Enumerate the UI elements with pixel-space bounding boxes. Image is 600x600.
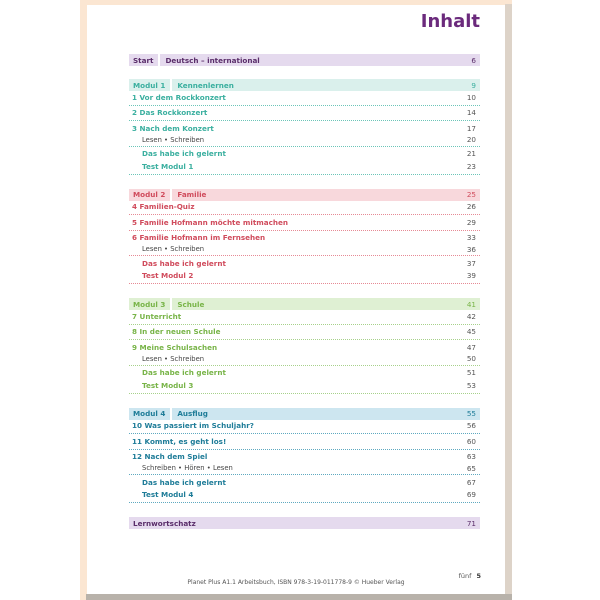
review-title: Das habe ich gelernt xyxy=(142,477,226,487)
lesson-title: 7 Unterricht xyxy=(132,311,182,321)
page-number: 9 xyxy=(471,80,476,90)
lesson-entry[interactable] xyxy=(129,420,480,433)
lesson-subentry[interactable] xyxy=(129,463,480,473)
review-title: Das habe ich gelernt xyxy=(142,149,226,159)
lesson-entry[interactable] xyxy=(129,216,480,229)
test-title: Test Modul 4 xyxy=(142,490,194,500)
page-number: 17 xyxy=(466,123,476,133)
dotted-divider xyxy=(129,339,480,340)
module-label: Modul 3 xyxy=(129,298,172,310)
dotted-divider xyxy=(129,255,480,256)
lesson-title: 3 Nach dem Konzert xyxy=(132,123,214,133)
page-number: 50 xyxy=(466,354,476,363)
toc-vocabulary-bar[interactable] xyxy=(129,517,480,529)
page-number: 47 xyxy=(466,342,476,352)
toc-start-bar[interactable] xyxy=(129,54,480,66)
lesson-title: 8 In der neuen Schule xyxy=(132,327,221,337)
module-header-bar[interactable] xyxy=(129,408,480,420)
toc-module-3 xyxy=(129,298,480,394)
lesson-title: 10 Was passiert im Schuljahr? xyxy=(132,421,254,431)
module-title: Schule xyxy=(177,299,205,309)
page-number: 23 xyxy=(466,161,476,171)
test-entry[interactable] xyxy=(129,160,480,173)
dotted-divider xyxy=(129,474,480,475)
lesson-entry[interactable] xyxy=(129,341,480,354)
lesson-entry[interactable] xyxy=(129,451,480,464)
module-header-bar[interactable] xyxy=(129,298,480,310)
lesson-title: 9 Meine Schulsachen xyxy=(132,342,218,352)
review-entry[interactable] xyxy=(129,367,480,380)
page-title: Inhalt xyxy=(420,11,480,32)
page-number: 45 xyxy=(466,327,476,337)
page-number: 65 xyxy=(466,463,476,473)
lesson-entry[interactable] xyxy=(129,435,480,448)
review-entry[interactable] xyxy=(129,257,480,270)
dotted-divider xyxy=(129,146,480,147)
table-of-contents xyxy=(129,54,480,529)
dotted-divider xyxy=(129,214,480,215)
page-number: 36 xyxy=(466,244,476,254)
skills-label: Lesen • Schreiben xyxy=(142,354,205,363)
page-number: 69 xyxy=(466,490,476,500)
modules-container xyxy=(129,66,480,503)
dotted-divider xyxy=(129,230,480,231)
test-entry[interactable] xyxy=(129,270,480,283)
module-label: Modul 1 xyxy=(129,79,172,91)
review-title: Das habe ich gelernt xyxy=(142,368,226,378)
test-entry[interactable] xyxy=(129,379,480,392)
lesson-entry[interactable] xyxy=(129,310,480,323)
page-number: 42 xyxy=(466,311,476,321)
dotted-divider xyxy=(129,502,480,503)
module-title: Kennenlernen xyxy=(177,80,234,90)
section-title: Deutsch – international xyxy=(165,55,260,65)
toc-start-section xyxy=(129,54,480,66)
page-shadow xyxy=(86,594,512,600)
page-number: 37 xyxy=(466,258,476,268)
page-number: 14 xyxy=(466,108,476,118)
spacer xyxy=(129,285,480,298)
page-number: 20 xyxy=(466,135,476,144)
section-title: Lernwortschatz xyxy=(133,518,196,528)
lesson-title: 12 Nach dem Spiel xyxy=(132,452,208,462)
spacer xyxy=(129,176,480,189)
module-label: Modul 2 xyxy=(129,189,172,201)
lesson-title: 5 Familie Hofmann möchte mitmachen xyxy=(132,217,288,227)
footer-copyright: Planet Plus A1.1 Arbeitsbuch, ISBN 978-3-19-011778-9 © Hueber Verlag xyxy=(187,579,405,586)
page-number: 53 xyxy=(466,380,476,390)
skills-label: Schreiben • Hören • Lesen xyxy=(142,464,233,472)
lesson-title: 4 Familien-Quiz xyxy=(132,202,195,212)
lesson-entry[interactable] xyxy=(129,232,480,245)
page-number: 21 xyxy=(466,149,476,159)
lesson-title: 11 Kommt, es geht los! xyxy=(132,436,227,446)
dotted-divider xyxy=(129,283,480,284)
dotted-divider xyxy=(129,449,480,450)
page-number: 29 xyxy=(466,217,476,227)
lesson-entry[interactable] xyxy=(129,91,480,104)
module-header-bar[interactable] xyxy=(129,79,480,91)
dotted-divider xyxy=(129,120,480,121)
lesson-title: 6 Familie Hofmann im Fernsehen xyxy=(132,233,266,243)
toc-vocabulary-section xyxy=(129,517,480,529)
test-entry[interactable] xyxy=(129,489,480,502)
page-number: 67 xyxy=(466,477,476,487)
document-page xyxy=(87,5,505,594)
page-number: 33 xyxy=(466,233,476,243)
test-title: Test Modul 2 xyxy=(142,271,194,281)
page-number: 26 xyxy=(466,202,476,212)
review-entry[interactable] xyxy=(129,476,480,489)
section-label: Start xyxy=(129,54,160,66)
spacer xyxy=(129,66,480,79)
lesson-subentry[interactable] xyxy=(129,135,480,145)
skills-label: Lesen • Schreiben xyxy=(142,245,205,253)
dotted-divider xyxy=(129,105,480,106)
module-title: Ausflug xyxy=(177,409,208,418)
page-number: 6 xyxy=(471,55,476,65)
dotted-divider xyxy=(129,174,480,175)
page-number: 41 xyxy=(466,299,476,309)
dotted-divider xyxy=(129,433,480,434)
page-number: 39 xyxy=(466,271,476,281)
dotted-divider xyxy=(129,324,480,325)
module-label: Modul 4 xyxy=(129,408,172,420)
lesson-subentry[interactable] xyxy=(129,244,480,254)
toc-module-2 xyxy=(129,189,480,285)
lesson-subentry[interactable] xyxy=(129,354,480,364)
test-title: Test Modul 3 xyxy=(142,380,194,390)
module-title: Familie xyxy=(177,190,207,199)
lesson-entry[interactable] xyxy=(129,201,480,214)
lesson-entry[interactable] xyxy=(129,326,480,339)
toc-module-4 xyxy=(129,408,480,504)
page-number: 25 xyxy=(466,190,476,199)
page-number: 63 xyxy=(466,452,476,462)
dotted-divider xyxy=(129,365,480,366)
lesson-entry[interactable] xyxy=(129,122,480,135)
folio-word: fünf xyxy=(458,572,472,580)
skills-label: Lesen • Schreiben xyxy=(142,135,205,144)
spacer xyxy=(129,395,480,408)
page-shadow xyxy=(505,4,512,600)
page-number: 71 xyxy=(466,518,476,528)
review-title: Das habe ich gelernt xyxy=(142,258,226,268)
page-number: 56 xyxy=(466,421,476,431)
module-header-bar[interactable] xyxy=(129,189,480,201)
page-number: 10 xyxy=(466,92,476,102)
toc-module-1 xyxy=(129,79,480,175)
page-number: 55 xyxy=(466,409,476,418)
lesson-title: 2 Das Rockkonzert xyxy=(132,108,208,118)
lesson-title: 1 Vor dem Rockkonzert xyxy=(132,92,226,102)
dotted-divider xyxy=(129,393,480,394)
page-number: 51 xyxy=(466,368,476,378)
test-title: Test Modul 1 xyxy=(142,161,194,171)
review-entry[interactable] xyxy=(129,148,480,161)
lesson-entry[interactable] xyxy=(129,107,480,120)
folio-number: 5 xyxy=(476,572,481,580)
page-number: 60 xyxy=(466,436,476,446)
